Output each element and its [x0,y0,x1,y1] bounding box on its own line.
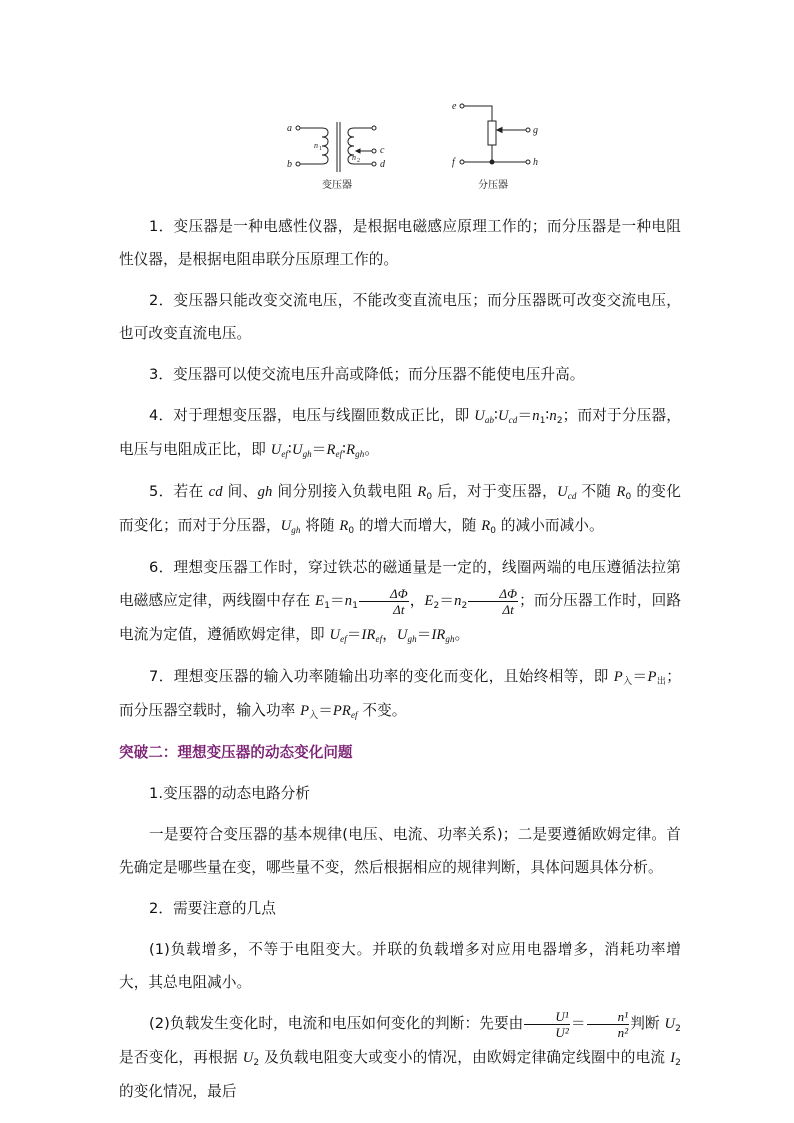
circuit-diagrams [0,0,794,200]
terminal-a-label: a [287,123,292,134]
terminal-g [526,128,530,132]
paragraph-1: 1．变压器是一种电感性仪器，是根据电磁感应原理工作的；而分压器是一种电阻性仪器，是根据电阻串联分压原理工作的。 [119,218,681,268]
terminal-a [296,126,300,130]
paragraph-3: 3．变压器可以使交流电压升高或降低；而分压器不能使电压升高。 [149,366,585,383]
subsection-1-title: 1.变压器的动态电路分析 [149,785,311,802]
terminal-g-label: g [533,125,538,136]
fraction-dphi-dt-2: $\frac{\Delta\Phi}{\Delta t}$ [468,587,518,616]
terminal-b [296,162,300,166]
terminal-f-label: f [452,157,455,168]
divider-diagram [452,101,538,168]
terminal-c [372,149,376,153]
terminal-f [460,160,464,164]
figures-area [0,0,794,200]
transformer-caption: 变压器 [322,180,352,191]
svg-text:n: n [352,153,356,162]
terminal-d-label: d [380,159,385,170]
point-1: (1)负载增多，不等于电阻变大。并联的负载增多对应用电器增多，消耗功率增大，其总电阻减小。 [119,941,681,991]
paragraph-4: 4．对于理想变压器，电压与线圈匝数成正比，即 $U_{ab}∶U_{cd}=n_1∶n_2$；而对于分压器，电压与电阻成正比，即 $U_{ef}∶U_{gh}=R_{ef}∶R_{gh}$。 [119,407,681,459]
terminal-e [460,104,464,108]
divider-caption: 分压器 [478,180,508,191]
paragraph-5: 5．若在 cd 间、gh 间分别接入负载电阻 $R_0$ 后，对于变压器，$U_{cd}$ 不随 $R_0$ 的变化而变化；而对于分压器，$U_{gh}$ 将随 $R_0$ 的增大而增大，随 $R_0$ 的减小而减小。 [119,483,681,536]
terminal-h-label: h [533,157,538,168]
subsection-1-body: 一是要符合变压器的基本规律(电压、电流、功率关系)；二是要遵循欧姆定律。首先确定是哪些量在变，哪些量不变，然后根据相应的规律判断，具体问题具体分析。 [119,826,681,876]
svg-text:1: 1 [319,146,322,152]
terminal-d [372,162,376,166]
document-body [119,210,681,1108]
resistor [488,121,496,145]
paragraph-6: 6．理想变压器工作时，穿过铁芯的磁通量是一定的，线圈两端的电压遵循法拉第电磁感应定律，两线圈中存在 $E_1=n_1$ $\frac{\Delta\Phi}{\Delta t}$ ，$E_2=n_2$ $\frac{\Delta\Phi}{\Delta t}$ ；而分压器工作时，回路电流为定值，遵循欧姆定律，即 $U_{ef}=IR_{ef}$，$U_{gh}=IR_{gh}$。 [119,559,682,644]
point-2: (2)负载发生变化时，电流和电压如何变化的判断：先要由 $\frac{\text{U¹}}{\text{U²}}$ ＝ $\frac{\text{n¹}}{\text{n²}}$ 判断 $U_2$ 是否变化，再根据 $U_2$ 及负载电阻变大或变小的情况，由欧姆定律确定线圈中的电流 $I_2$ 的变化情况，最后 [119,1008,681,1100]
terminal-b-label: b [287,159,292,170]
terminal-top-right [372,126,376,130]
svg-text:n: n [314,141,318,150]
subsection-2-title: 2．需要注意的几点 [149,900,276,917]
section-heading: 突破二：理想变压器的动态变化问题 [119,744,353,761]
terminal-e-label: e [452,101,457,112]
terminal-c-label: c [380,145,385,156]
fraction-u1-u2: $\frac{\text{U¹}}{\text{U²}}$ [524,1010,570,1039]
fraction-dphi-dt-1: $\frac{\Delta\Phi}{\Delta t}$ [359,587,409,616]
paragraph-2: 2．变压器只能改变交流电压，不能改变直流电压；而分压器既可改变交流电压，也可改变直流电压。 [119,292,681,342]
svg-text:2: 2 [357,158,360,164]
paragraph-7: 7．理想变压器的输入功率随输出功率的变化而变化，且始终相等，即 $P_入=P_出$；而分压器空载时，输入功率 $P_入=PR_{ef}$ 不变。 [119,668,681,721]
transformer-diagram [287,122,386,172]
terminal-h [526,160,530,164]
fraction-n1-n2: $\frac{\text{n¹}}{\text{n²}}$ [587,1010,630,1039]
junction-dot [490,160,494,164]
